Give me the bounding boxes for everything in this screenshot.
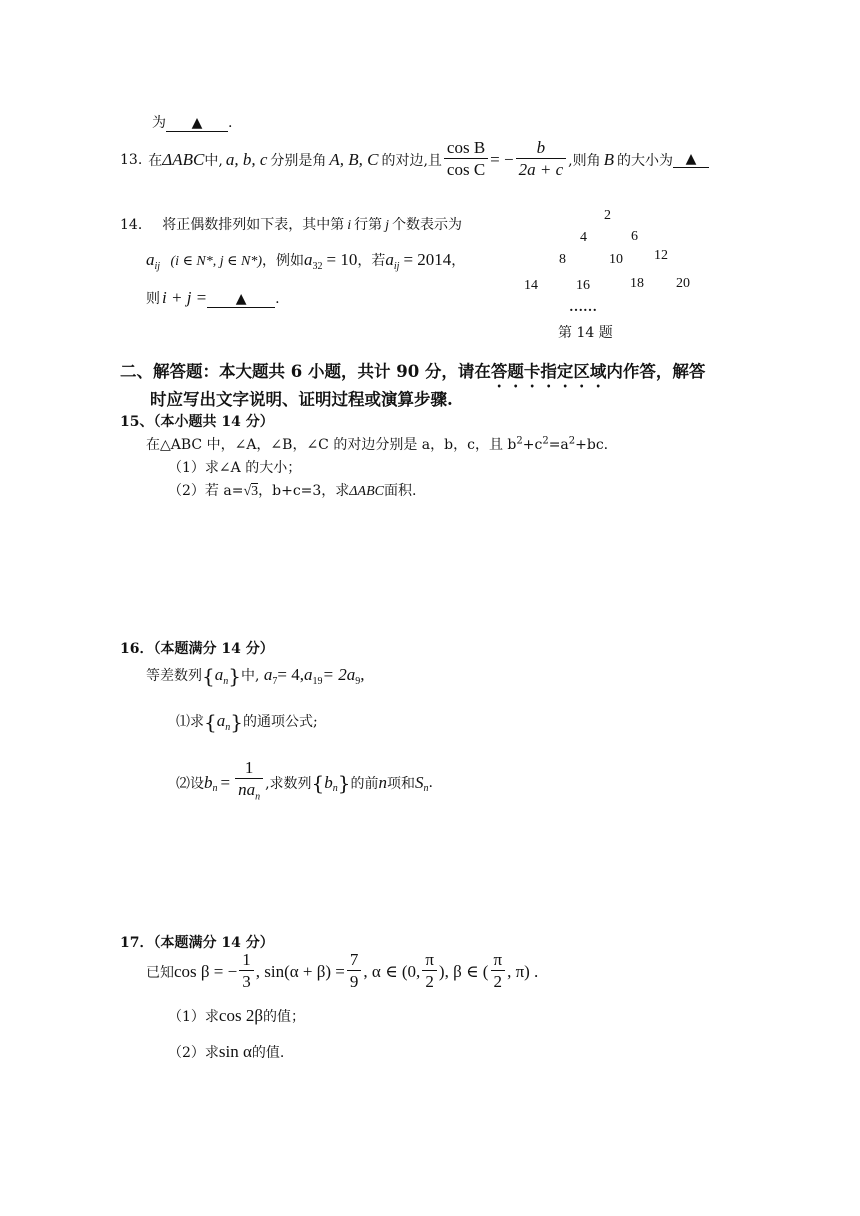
q17-part-1-a: （1）求: [168, 1009, 219, 1025]
q13-text-3: 分别是角: [270, 152, 327, 169]
triangle-mark-icon: ▲: [235, 291, 247, 307]
q12-answer-blank: [166, 116, 228, 132]
q13-frac2-num: b: [536, 138, 546, 157]
q17-f4-den: 2: [491, 970, 506, 993]
q14-ex-lhs: a: [304, 250, 313, 269]
question-13: [120, 138, 709, 181]
q16-p2-eq: =: [220, 773, 231, 793]
q16-comma: ,: [360, 665, 365, 684]
q16-frac-num: 1: [244, 758, 254, 777]
q17-header: [120, 932, 274, 952]
q15-stem-b: +c: [522, 437, 543, 453]
q16-a9-sub: 9: [355, 675, 361, 687]
q17-part-2-a: （2）求: [168, 1045, 219, 1061]
q13-frac1-num: cos B: [446, 138, 486, 157]
q14-if-sub: ij: [393, 260, 400, 272]
q17-f2-num: 7: [349, 950, 359, 969]
q16-sn: S: [415, 773, 424, 793]
q16-stem-a: 等差数列: [146, 668, 202, 684]
q16-p2-bn: b: [324, 773, 333, 793]
triangle-mark-icon: ▲: [191, 115, 203, 131]
q13-answer-blank: [673, 152, 709, 168]
q17-part-1-math: cos 2β: [218, 1006, 263, 1025]
triangle-number: 18: [630, 276, 644, 291]
q16-an: a: [214, 665, 224, 684]
q15-stem: 在△ABC 中，∠A，∠B，∠C 的对边分别是 a，b，c，且 $b^2+c^2=a^2+bc$.: [146, 435, 609, 453]
q15-stem-a: 在△ABC 中，∠A，∠B，∠C 的对边分别是 a，b，c，且 b: [146, 437, 517, 453]
q17-part-1: [168, 1006, 305, 1026]
q16-bn: b: [204, 773, 213, 793]
q14-ex-sub: 32: [312, 260, 323, 272]
q16-part-1-b: 的通项公式;: [242, 714, 318, 730]
q14-number: 14．: [120, 217, 152, 233]
q14-var-j: j: [385, 218, 390, 233]
q14-comma-2: ，若: [357, 253, 386, 269]
q15-header-text: 15、（本小题共 14 分）: [120, 414, 274, 430]
q16-part-2-a: ⑵设: [176, 776, 204, 793]
q16-part-1-a: ⑴求: [176, 714, 204, 730]
q17-frac-3: [422, 950, 437, 993]
q17-alpha-in: , α ∈ (0,: [363, 961, 421, 981]
q16-frac-den-text: na: [238, 780, 256, 799]
q15-part-2: [168, 480, 416, 500]
triangle-number: 2: [604, 208, 611, 223]
q16-stem-b: 中,: [240, 668, 260, 684]
q14-var-i: i: [347, 218, 352, 233]
q13-number: 13.: [120, 151, 143, 168]
question-14-line-1: [120, 214, 462, 234]
triangle-number: 12: [654, 248, 668, 263]
q17-cos-beta: cos β = −: [174, 961, 238, 981]
q14-domain: (i ∈ N*, j ∈ N*): [170, 254, 263, 269]
q17-header-text: 17．（本题满分 14 分）: [120, 935, 274, 951]
q17-part-2-b: 的值.: [251, 1045, 285, 1061]
q14-answer-blank: [207, 292, 275, 308]
q17-frac-4: [490, 950, 505, 993]
q15-part-2-a: （2）若 a=: [168, 483, 244, 499]
q13-text-5: ,则角: [568, 152, 601, 169]
q17-sin-ab: , sin(α + β) =: [255, 961, 345, 981]
q14-text-1c: 个数表示为: [392, 217, 463, 233]
q16-frac-den-sub: n: [255, 791, 261, 803]
q16-eq-2: = 2a: [322, 665, 356, 684]
q15-part-2-d: 面积.: [383, 483, 417, 499]
question-14-line-3: [146, 288, 280, 308]
q17-f3-den: 2: [422, 970, 437, 993]
q16-p1-an-sub: n: [225, 721, 231, 733]
q15-part-1: [168, 457, 301, 477]
triangle-number: 4: [580, 230, 587, 245]
triangle-mark-icon: ▲: [685, 150, 697, 167]
q13-fraction-cos: [444, 138, 488, 181]
q15-part-1-text: （1）求∠A 的大小；: [168, 460, 302, 476]
q13-frac1-den: cos C: [444, 158, 488, 181]
section-2-title-c: 时应写出文字说明、证明过程或演算步骤.: [150, 390, 453, 409]
q13-angle-b: B: [603, 149, 614, 169]
q14-then: 则: [146, 291, 160, 307]
q17-stem: [146, 950, 538, 993]
triangle-number: 14: [524, 278, 538, 293]
q14-aij: a: [146, 250, 155, 269]
section-2-title-b: 内作答，解答: [606, 362, 706, 381]
q16-bn-sub: n: [212, 782, 218, 794]
q17-frac-2: [347, 950, 362, 993]
triangle-number: 20: [676, 276, 690, 291]
q12-period: .: [228, 115, 233, 131]
q16-part-1: ⑴求$\{a_n\}$的通项公式;: [176, 710, 318, 734]
q17-end: , π) .: [507, 961, 539, 981]
q13-frac2-den: 2a + c: [516, 158, 567, 181]
question-14-line-2: [146, 250, 465, 272]
q17-part-2-math: sin α: [218, 1042, 252, 1061]
q14-text-1b: 行第: [354, 217, 383, 233]
q16-fraction: [235, 758, 263, 808]
section-2-heading-line-2: [150, 386, 453, 410]
q13-vars: a, b, c: [225, 149, 268, 169]
q16-eq-1: = 4,: [277, 665, 304, 684]
q16-header-text: 16．（本题满分 14 分）: [120, 641, 274, 657]
q16-part-2-b: ,求数列: [265, 776, 312, 793]
triangle-number: 8: [559, 252, 566, 267]
q14-if-lhs: a: [385, 250, 394, 269]
q16-stem: 等差数列$\{a_n\}$中, $a_7= 4,a_{19}= 2a_9$,: [146, 664, 365, 688]
q14-figure-caption: 第 14 题: [558, 325, 613, 341]
q16-part-2-e: .: [428, 775, 433, 792]
q17-f2-den: 9: [347, 970, 362, 993]
q17-stem-a: 已知: [146, 964, 174, 981]
triangle-number: 16: [576, 278, 590, 293]
q14-ex-rhs: = 10: [326, 250, 358, 269]
q16-a7: a: [263, 665, 273, 684]
q16-an-sub: n: [223, 675, 229, 687]
q15-part-2-sqrt: 3: [251, 484, 259, 499]
q16-p1-an: a: [216, 711, 226, 730]
q15-stem-c: =a: [548, 437, 569, 453]
q17-f1-num: 1: [242, 950, 251, 969]
q13-fraction-b: [516, 138, 567, 181]
q14-if-rhs: = 2014: [403, 250, 452, 269]
q16-part-2-c: 的前: [350, 776, 379, 793]
q13-triangle: ΔABC: [162, 149, 205, 169]
q15-part-2-triangle: ΔABC: [349, 484, 384, 499]
q17-frac-1: [239, 950, 254, 993]
q17-f3-num: π: [425, 950, 434, 969]
q14-comma-3: ，: [451, 253, 466, 269]
q17-beta-in: ), β ∈ (: [438, 961, 489, 981]
q16-a7-sub: 7: [272, 675, 278, 687]
q15-header: [120, 411, 274, 431]
q13-text-6: 的大小为: [616, 152, 673, 169]
q13-angles: A, B, C: [329, 149, 379, 169]
q16-p2-bn-sub: n: [332, 782, 338, 794]
sqrt-icon: √: [243, 484, 252, 499]
section-2-title-a: 二、解答题：本大题共 6 小题，共计 90 分，请在: [120, 362, 491, 381]
q14-ipj: i + j =: [162, 288, 208, 307]
triangle-dots: ……: [569, 300, 597, 315]
q16-n-var: n: [378, 773, 388, 793]
q16-part-2: ⑵设 b $_n$ = $\frac{1}{na_n}$ ,求数列 { b $_n$ } 的前 n 项和 S $_n$ .: [176, 758, 433, 808]
q16-header: [120, 638, 274, 658]
triangle-number: 10: [609, 252, 623, 267]
q13-text-1: 在: [148, 152, 163, 169]
q13-equals: = −: [490, 149, 514, 169]
q17-f4-num: π: [493, 950, 503, 969]
q16-a19: a: [303, 665, 313, 684]
q17-part-1-b: 的值；: [262, 1009, 305, 1025]
q16-frac-den: [235, 778, 263, 808]
q14-comma-1: ，例如: [262, 253, 305, 269]
q12-answer-line: [152, 112, 232, 132]
q17-f1-den: 3: [239, 970, 254, 993]
q16-sn-sub: n: [423, 782, 429, 794]
q12-prefix: 为: [152, 115, 166, 131]
q17-part-2: [168, 1042, 284, 1062]
q16-a19-sub: 19: [312, 675, 323, 687]
q13-text-2: 中,: [204, 152, 223, 169]
section-2-title-emphasis: 答题卡指定区域: [490, 362, 607, 381]
q14-aij-sub: ij: [154, 260, 161, 272]
q15-stem-d: +bc.: [575, 437, 609, 453]
q16-part-2-d: 项和: [387, 776, 416, 793]
q13-text-4: 的对边,且: [381, 152, 442, 169]
q14-period: .: [275, 291, 280, 307]
triangle-number: 6: [631, 229, 638, 244]
q15-part-2-c: ，b+c=3，求: [258, 483, 350, 499]
q14-text-1: 将正偶数排列如下表，其中第: [162, 217, 345, 233]
